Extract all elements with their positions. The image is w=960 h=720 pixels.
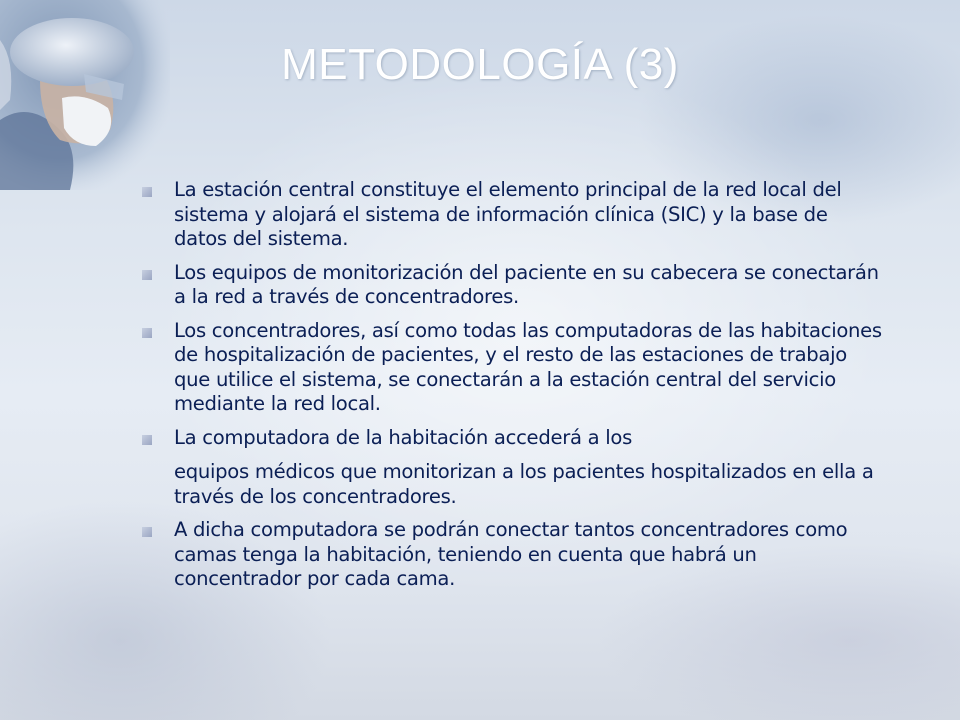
bullet-item [142,426,882,510]
square-bullet-icon [142,270,152,280]
bullet-item [142,261,882,310]
bullet-text: A dicha computadora se podrán conectar tantos concentradores como camas tenga la habitación, teniendo en cuenta que habrá un concentrador por cada cama. [174,518,848,590]
surgeon-photo [0,0,170,190]
bullet-text: La estación central constituye el elemento principal de la red local del sistema y alojará el sistema de información clínica (SIC) y la base de datos del sistema. [174,178,842,250]
bullet-list [142,178,882,601]
bullet-continuation-text: equipos médicos que monitorizan a los pacientes hospitalizados en ella a través de los concentradores. [174,460,874,508]
slide-title: METODOLOGÍA (3) [281,40,679,89]
square-bullet-icon [142,187,152,197]
square-bullet-icon [142,527,152,537]
bullet-text: La computadora de la habitación accederá a los [174,425,632,449]
bullet-item [142,319,882,417]
square-bullet-icon [142,435,152,445]
square-bullet-icon [142,328,152,338]
bullet-text: Los concentradores, así como todas las computadoras de las habitaciones de hospitalización de pacientes, y el resto de las estaciones de trabajo que utilice el sistema, se conectarán a la estación central del servicio mediante la red local. [174,318,882,415]
bullet-item [142,518,882,592]
bullet-text: Los equipos de monitorización del paciente en su cabecera se conectarán a la red a través de concentradores. [174,260,879,308]
bullet-item [142,178,882,252]
